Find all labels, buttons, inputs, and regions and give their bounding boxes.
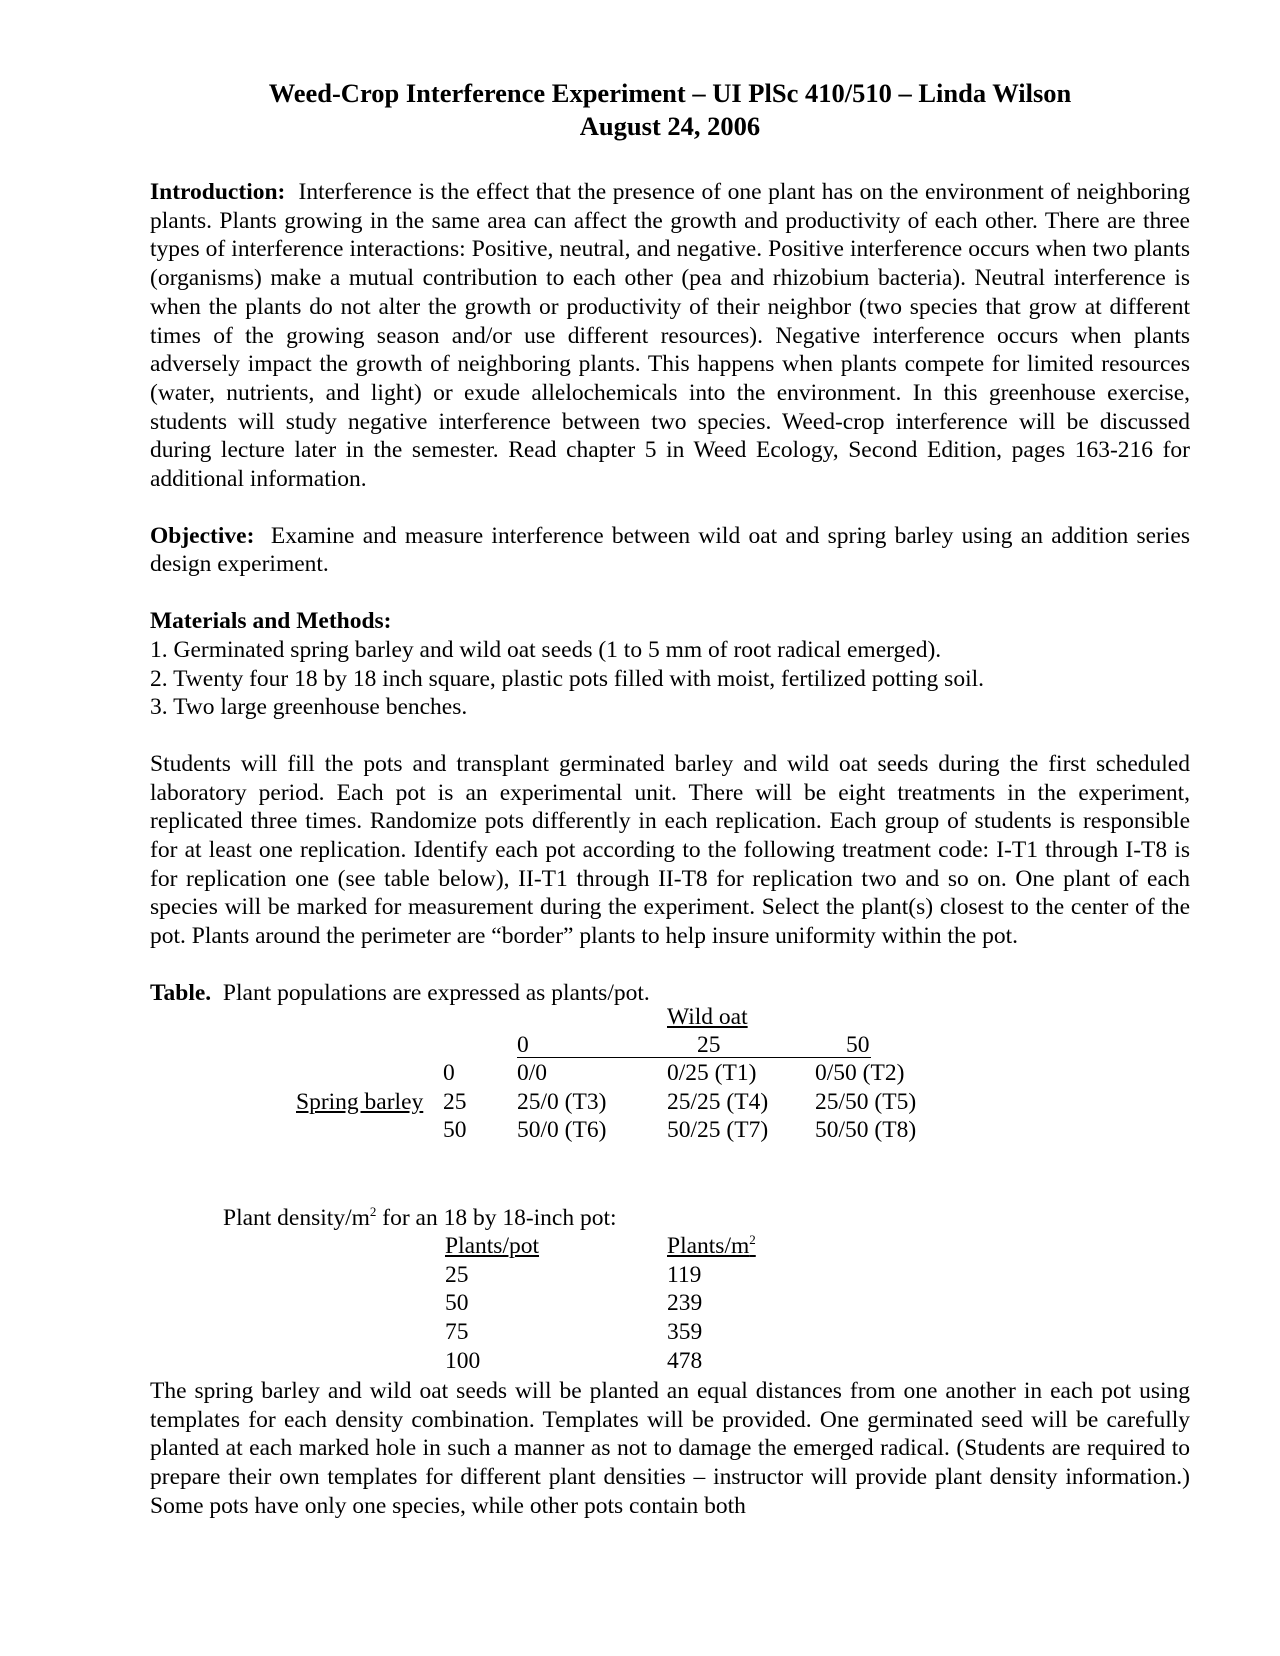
density-plants-per-pot: 75 bbox=[445, 1319, 469, 1345]
table-cell: 25/25 (T4) bbox=[667, 1089, 769, 1115]
document-title bbox=[0, 77, 1280, 143]
row-header-0: 0 bbox=[443, 1060, 455, 1086]
density-plants-per-pot: 100 bbox=[445, 1348, 481, 1374]
table-cell: 0/25 (T1) bbox=[667, 1060, 757, 1086]
table-cell: 50/25 (T7) bbox=[667, 1117, 769, 1143]
materials-item: 3. Two large greenhouse benches. bbox=[150, 694, 468, 721]
density-plants-per-pot: 25 bbox=[445, 1262, 469, 1288]
row-header-25: 25 bbox=[443, 1089, 467, 1115]
col-header-50: 50 bbox=[846, 1032, 870, 1058]
density-plants-per-m2: 239 bbox=[667, 1290, 703, 1316]
column-header-underline bbox=[517, 1057, 871, 1058]
introduction-paragraph bbox=[150, 178, 1190, 494]
table-cell: 50/0 (T6) bbox=[517, 1117, 607, 1143]
table-cell: 25/0 (T3) bbox=[517, 1089, 607, 1115]
density-col1-header: Plants/pot bbox=[445, 1233, 540, 1259]
table-caption-text: Plant populations are expressed as plants/pot. bbox=[222, 979, 650, 1006]
col-header-25: 25 bbox=[697, 1032, 721, 1058]
density-plants-per-m2: 359 bbox=[667, 1319, 703, 1345]
wild-oat-label: Wild oat bbox=[667, 1004, 748, 1030]
materials-item: 2. Twenty four 18 by 18 inch square, plastic pots filled with moist, fertilized potting soil. bbox=[150, 665, 985, 692]
introduction-heading: Introduction: bbox=[150, 179, 286, 205]
materials-list bbox=[150, 636, 1190, 722]
density-col2-header: Plants/$m^2$ bbox=[667, 1232, 756, 1259]
introduction-text: Interference is the effect that the presence of one plant has on the environment of neighboring plants. Plants growing in the same area can affect the growth and productivity of each other. There are three types of interference interactions: Positive, neutral, and negative. Positive interference occurs when two plants (organisms) make a mutual contribution to each other (pea and rhizobium bacteria). Neutral interference is when the plants do not alter the growth or productivity of their neighbor (two species that grow at different times of the growing season and/or use different resources). Negative interference occurs when plants adversely impact the growth of neighboring plants. This happens when plants compete for limited resources (water, nutrients, and light) or exude allelochemicals into the environment. In this greenhouse exercise, students will study negative interference between two species. Weed-crop interference will be discussed during lecture later in the semester. Read chapter 5 in Weed Ecology, Second Edition, pages 163-216 for additional information. bbox=[150, 179, 1191, 493]
objective-heading: Objective: bbox=[150, 522, 255, 549]
table-heading: Table. bbox=[150, 979, 212, 1006]
table-cell: 0/50 (T2) bbox=[815, 1060, 905, 1086]
closing-paragraph: The spring barley and wild oat seeds will be planted an equal distances from one another in each pot using templates for each density combination. Templates will be provided. One germinated seed will be carefully planted at each marked hole in such a manner as not to damage the emerged radical. (Students are required to prepare their own templates for different plant densities – instructor will provide plant density information.) Some pots have only one species, while other pots contain both bbox=[150, 1378, 1190, 1519]
density-plants-per-m2: 478 bbox=[667, 1348, 703, 1374]
spring-barley-label: Spring barley bbox=[296, 1089, 424, 1115]
materials-heading: Materials and Methods: bbox=[150, 608, 392, 635]
table-cell: 0/0 bbox=[517, 1060, 548, 1086]
objective-paragraph bbox=[150, 522, 1190, 579]
title-line-1: Weed-Crop Interference Experiment – UI PlSc 410/510 – Linda Wilson bbox=[268, 78, 1072, 108]
table-cell: 25/50 (T5) bbox=[815, 1089, 917, 1115]
table-cell: 50/50 (T8) bbox=[815, 1117, 917, 1143]
title-line-2: August 24, 2006 bbox=[579, 111, 761, 141]
col-header-0: 0 bbox=[517, 1032, 529, 1058]
document-body bbox=[150, 178, 1190, 1008]
methods-paragraph: Students will fill the pots and transplant germinated barley and wild oat seeds during the first scheduled laboratory period. Each pot is an experimental unit. There will be eight treatments in the experiment, replicated three times. Randomize pots differently in each replication. Each group of students is responsible for at least one replication. Identify each pot according to the following treatment code: I-T1 through I-T8 is for replication one (see table below), II-T1 through II-T8 for replication two and so on. One plant of each species will be marked for measurement during the experiment. Select the plant(s) closest to the center of the pot. Plants around the perimeter are “border” plants to help insure uniformity within the pot. bbox=[150, 750, 1190, 950]
density-plants-per-pot: 50 bbox=[445, 1290, 469, 1316]
density-intro: Plant density/$m^2$ for an 18 by 18-inch pot: bbox=[223, 1204, 617, 1231]
row-header-50: 50 bbox=[443, 1117, 467, 1143]
materials-item: 1. Germinated spring barley and wild oat seeds (1 to 5 mm of root radical emerged). bbox=[150, 636, 942, 663]
density-plants-per-m2: 119 bbox=[667, 1262, 702, 1288]
objective-text: Examine and measure interference between wild oat and spring barley using an addition series design experiment. bbox=[150, 522, 1190, 578]
